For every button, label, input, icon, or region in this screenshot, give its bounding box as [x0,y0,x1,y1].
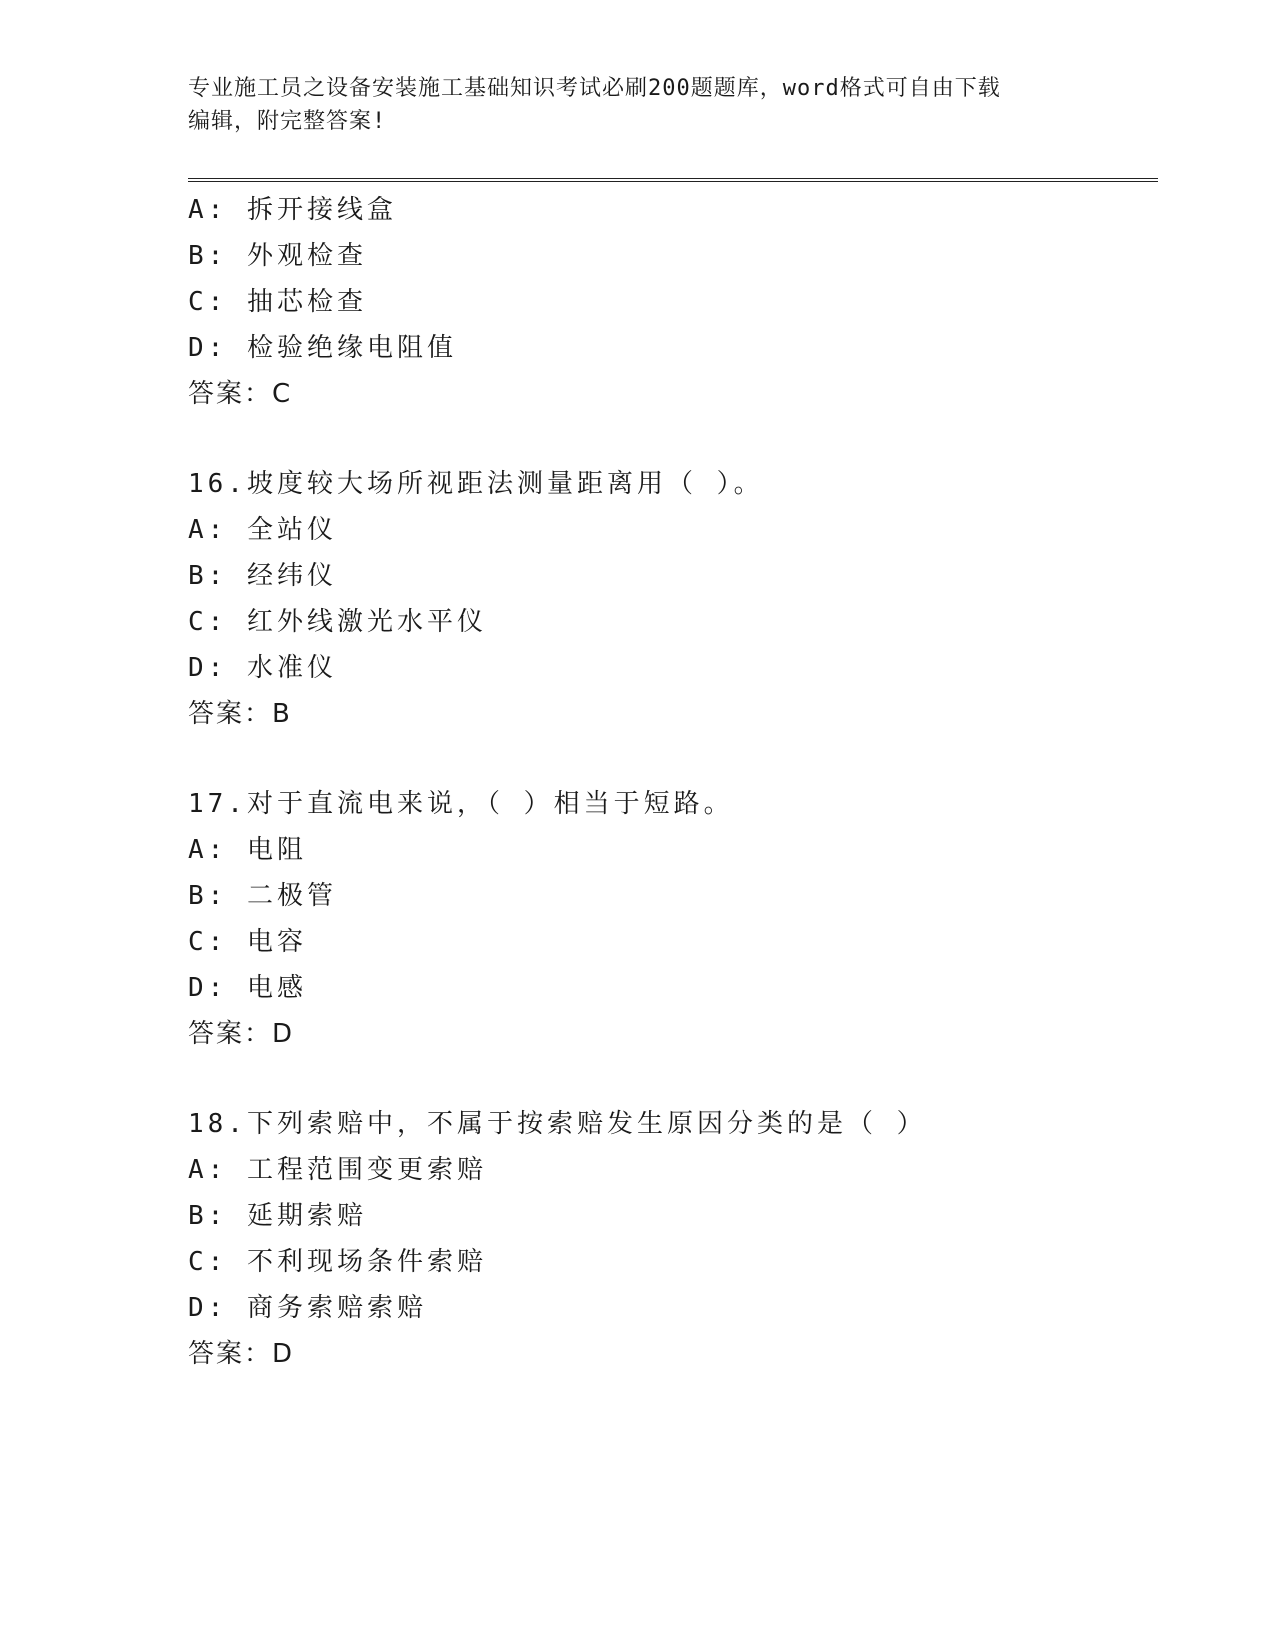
header-double-rule [188,178,1158,182]
question-block-15 [188,187,1158,417]
option-b: B: 外观检查 [188,241,367,271]
option-b: B: 二极管 [188,881,337,911]
option-d: D: 水准仪 [188,653,337,683]
question-text: 18.下列索赔中，不属于按索赔发生原因分类的是（ ） [188,1109,927,1139]
option-c: C: 抽芯检查 [188,287,367,317]
question-block-18 [188,1101,1158,1377]
option-a: A: 工程范围变更索赔 [188,1155,487,1185]
answer-line: 答案：B [188,699,292,729]
header-title-line-1: 专业施工员之设备安装施工基础知识考试必刷200题题库，word格式可自由下载 [188,76,1001,101]
question-text: 16.坡度较大场所视距法测量距离用（ ）。 [188,469,764,499]
option-a: A: 电阻 [188,835,307,865]
option-c: C: 红外线激光水平仪 [188,607,487,637]
answer-line: 答案：D [188,1339,295,1369]
question-block-16 [188,461,1158,737]
question-block-17 [188,781,1158,1057]
option-c: C: 不利现场条件索赔 [188,1247,487,1277]
answer-line: 答案：D [188,1019,295,1049]
answer-line: 答案：C [188,379,293,409]
document-header [188,72,1088,138]
option-a: A: 全站仪 [188,515,337,545]
question-list [188,187,1158,1377]
option-d: D: 检验绝缘电阻值 [188,333,457,363]
option-a: A: 拆开接线盒 [188,195,397,225]
option-d: D: 电感 [188,973,307,1003]
option-b: B: 经纬仪 [188,561,337,591]
option-b: B: 延期索赔 [188,1201,367,1231]
option-d: D: 商务索赔索赔 [188,1293,427,1323]
question-text: 17.对于直流电来说，（ ）相当于短路。 [188,789,734,819]
option-c: C: 电容 [188,927,307,957]
header-title-line-2: 编辑，附完整答案! [188,109,387,134]
